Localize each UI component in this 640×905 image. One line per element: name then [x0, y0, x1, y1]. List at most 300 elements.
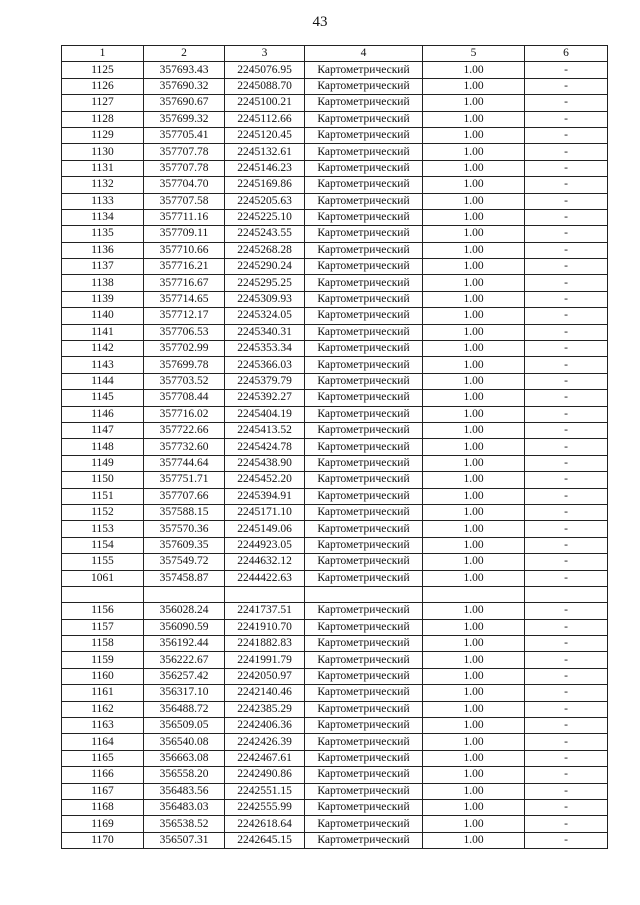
note-cell: - [525, 357, 608, 373]
y-coordinate-cell: 2241737.51 [225, 603, 305, 619]
method-cell: Картометрический [305, 160, 423, 176]
point-number-cell: 1145 [62, 390, 144, 406]
method-cell: Картометрический [305, 341, 423, 357]
table-row [62, 619, 608, 635]
table-row [62, 504, 608, 520]
point-number-cell: 1142 [62, 341, 144, 357]
method-cell: Картометрический [305, 521, 423, 537]
table-row [62, 439, 608, 455]
table-row [62, 570, 608, 586]
x-coordinate-cell: 357708.44 [144, 390, 225, 406]
y-coordinate-cell: 2245100.21 [225, 95, 305, 111]
note-cell: - [525, 488, 608, 504]
y-coordinate-cell: 2245088.70 [225, 78, 305, 94]
table-row [62, 127, 608, 143]
table-row [62, 177, 608, 193]
accuracy-cell: 1.00 [423, 603, 525, 619]
note-cell: - [525, 439, 608, 455]
y-coordinate-cell: 2245205.63 [225, 193, 305, 209]
table-row [62, 472, 608, 488]
accuracy-cell: 1.00 [423, 406, 525, 422]
note-cell: - [525, 226, 608, 242]
note-cell: - [525, 111, 608, 127]
x-coordinate-cell: 356090.59 [144, 619, 225, 635]
method-cell: Картометрический [305, 718, 423, 734]
method-cell: Картометрический [305, 685, 423, 701]
table-header-row [62, 46, 608, 62]
x-coordinate-cell: 357716.02 [144, 406, 225, 422]
y-coordinate-cell: 2244923.05 [225, 537, 305, 553]
table-row [62, 767, 608, 783]
accuracy-cell: 1.00 [423, 619, 525, 635]
method-cell: Картометрический [305, 78, 423, 94]
accuracy-cell: 1.00 [423, 160, 525, 176]
note-cell: - [525, 62, 608, 78]
note-cell: - [525, 78, 608, 94]
y-coordinate-cell: 2245225.10 [225, 209, 305, 225]
x-coordinate-cell: 357703.52 [144, 373, 225, 389]
x-coordinate-cell: 357709.11 [144, 226, 225, 242]
x-coordinate-cell: 357706.53 [144, 324, 225, 340]
y-coordinate-cell: 2242385.29 [225, 701, 305, 717]
method-cell: Картометрический [305, 488, 423, 504]
method-cell: Картометрический [305, 783, 423, 799]
x-coordinate-cell: 357458.87 [144, 570, 225, 586]
table-body [62, 62, 608, 849]
y-coordinate-cell: 2242490.86 [225, 767, 305, 783]
method-cell: Картометрический [305, 95, 423, 111]
y-coordinate-cell: 2242406.36 [225, 718, 305, 734]
y-coordinate-cell: 2245353.34 [225, 341, 305, 357]
y-coordinate-cell: 2245112.66 [225, 111, 305, 127]
y-coordinate-cell: 2245394.91 [225, 488, 305, 504]
accuracy-cell: 1.00 [423, 718, 525, 734]
table-row [62, 816, 608, 832]
table-row [62, 750, 608, 766]
accuracy-cell: 1.00 [423, 455, 525, 471]
method-cell: Картометрический [305, 439, 423, 455]
note-cell: - [525, 422, 608, 438]
y-coordinate-cell: 2241991.79 [225, 652, 305, 668]
header-cell-5: 5 [423, 46, 525, 62]
y-coordinate-cell [225, 586, 305, 602]
y-coordinate-cell: 2245149.06 [225, 521, 305, 537]
accuracy-cell: 1.00 [423, 488, 525, 504]
method-cell: Картометрический [305, 259, 423, 275]
accuracy-cell: 1.00 [423, 62, 525, 78]
accuracy-cell: 1.00 [423, 636, 525, 652]
y-coordinate-cell: 2245295.25 [225, 275, 305, 291]
x-coordinate-cell: 357722.66 [144, 422, 225, 438]
method-cell: Картометрический [305, 701, 423, 717]
table-row [62, 832, 608, 848]
note-cell: - [525, 390, 608, 406]
y-coordinate-cell: 2242467.61 [225, 750, 305, 766]
x-coordinate-cell: 357716.21 [144, 259, 225, 275]
y-coordinate-cell: 2245413.52 [225, 422, 305, 438]
table-row [62, 685, 608, 701]
method-cell: Картометрический [305, 619, 423, 635]
y-coordinate-cell: 2244422.63 [225, 570, 305, 586]
note-cell: - [525, 373, 608, 389]
method-cell: Картометрический [305, 62, 423, 78]
table-header [62, 46, 608, 62]
y-coordinate-cell: 2245169.86 [225, 177, 305, 193]
y-coordinate-cell: 2245424.78 [225, 439, 305, 455]
x-coordinate-cell: 357690.32 [144, 78, 225, 94]
point-number-cell [62, 586, 144, 602]
x-coordinate-cell: 357699.32 [144, 111, 225, 127]
note-cell: - [525, 619, 608, 635]
y-coordinate-cell: 2242645.15 [225, 832, 305, 848]
coordinates-table [61, 45, 608, 849]
accuracy-cell: 1.00 [423, 422, 525, 438]
method-cell: Картометрический [305, 767, 423, 783]
method-cell: Картометрический [305, 570, 423, 586]
accuracy-cell: 1.00 [423, 209, 525, 225]
table-row [62, 341, 608, 357]
table-row [62, 373, 608, 389]
accuracy-cell: 1.00 [423, 816, 525, 832]
note-cell: - [525, 209, 608, 225]
method-cell [305, 586, 423, 602]
table-row [62, 636, 608, 652]
note-cell: - [525, 127, 608, 143]
y-coordinate-cell: 2245146.23 [225, 160, 305, 176]
table-row [62, 275, 608, 291]
method-cell: Картометрический [305, 816, 423, 832]
note-cell: - [525, 324, 608, 340]
note-cell: - [525, 685, 608, 701]
point-number-cell: 1163 [62, 718, 144, 734]
point-number-cell: 1161 [62, 685, 144, 701]
table-row [62, 357, 608, 373]
point-number-cell: 1136 [62, 242, 144, 258]
page-number: 43 [312, 14, 328, 30]
point-number-cell: 1168 [62, 799, 144, 815]
note-cell: - [525, 472, 608, 488]
y-coordinate-cell: 2245076.95 [225, 62, 305, 78]
method-cell: Картометрический [305, 242, 423, 258]
x-coordinate-cell: 356483.03 [144, 799, 225, 815]
point-number-cell: 1128 [62, 111, 144, 127]
note-cell: - [525, 341, 608, 357]
method-cell: Картометрический [305, 275, 423, 291]
y-coordinate-cell: 2242050.97 [225, 668, 305, 684]
x-coordinate-cell: 357707.66 [144, 488, 225, 504]
note-cell: - [525, 603, 608, 619]
x-coordinate-cell: 357732.60 [144, 439, 225, 455]
point-number-cell: 1164 [62, 734, 144, 750]
y-coordinate-cell: 2245243.55 [225, 226, 305, 242]
accuracy-cell: 1.00 [423, 668, 525, 684]
method-cell: Картометрический [305, 177, 423, 193]
note-cell: - [525, 570, 608, 586]
table-row [62, 734, 608, 750]
x-coordinate-cell: 357588.15 [144, 504, 225, 520]
note-cell: - [525, 734, 608, 750]
y-coordinate-cell: 2245379.79 [225, 373, 305, 389]
point-number-cell: 1165 [62, 750, 144, 766]
accuracy-cell: 1.00 [423, 472, 525, 488]
accuracy-cell: 1.00 [423, 144, 525, 160]
note-cell: - [525, 652, 608, 668]
point-number-cell: 1150 [62, 472, 144, 488]
method-cell: Картометрический [305, 554, 423, 570]
header-cell-1: 1 [62, 46, 144, 62]
point-number-cell: 1125 [62, 62, 144, 78]
x-coordinate-cell: 356507.31 [144, 832, 225, 848]
point-number-cell: 1141 [62, 324, 144, 340]
method-cell: Картометрический [305, 668, 423, 684]
x-coordinate-cell: 356540.08 [144, 734, 225, 750]
point-number-cell: 1132 [62, 177, 144, 193]
table-row [62, 554, 608, 570]
table-row [62, 193, 608, 209]
accuracy-cell: 1.00 [423, 357, 525, 373]
x-coordinate-cell: 357549.72 [144, 554, 225, 570]
accuracy-cell [423, 586, 525, 602]
y-coordinate-cell: 2245171.10 [225, 504, 305, 520]
method-cell: Картометрический [305, 636, 423, 652]
method-cell: Картометрический [305, 406, 423, 422]
note-cell: - [525, 832, 608, 848]
accuracy-cell: 1.00 [423, 78, 525, 94]
x-coordinate-cell: 357751.71 [144, 472, 225, 488]
y-coordinate-cell: 2245132.61 [225, 144, 305, 160]
y-coordinate-cell: 2242426.39 [225, 734, 305, 750]
method-cell: Картометрический [305, 455, 423, 471]
y-coordinate-cell: 2245268.28 [225, 242, 305, 258]
table-row [62, 668, 608, 684]
point-number-cell: 1159 [62, 652, 144, 668]
header-cell-2: 2 [144, 46, 225, 62]
method-cell: Картометрический [305, 226, 423, 242]
table-row [62, 603, 608, 619]
note-cell: - [525, 144, 608, 160]
method-cell: Картометрический [305, 291, 423, 307]
header-cell-6: 6 [525, 46, 608, 62]
x-coordinate-cell [144, 586, 225, 602]
point-number-cell: 1138 [62, 275, 144, 291]
note-cell: - [525, 160, 608, 176]
point-number-cell: 1139 [62, 291, 144, 307]
y-coordinate-cell: 2245366.03 [225, 357, 305, 373]
method-cell: Картометрический [305, 472, 423, 488]
y-coordinate-cell: 2245120.45 [225, 127, 305, 143]
note-cell: - [525, 275, 608, 291]
x-coordinate-cell: 356028.24 [144, 603, 225, 619]
note-cell: - [525, 816, 608, 832]
note-cell [525, 586, 608, 602]
accuracy-cell: 1.00 [423, 570, 525, 586]
table-row [62, 111, 608, 127]
method-cell: Картометрический [305, 537, 423, 553]
method-cell: Картометрический [305, 308, 423, 324]
note-cell: - [525, 193, 608, 209]
note-cell: - [525, 95, 608, 111]
point-number-cell: 1149 [62, 455, 144, 471]
accuracy-cell: 1.00 [423, 373, 525, 389]
y-coordinate-cell: 2241910.70 [225, 619, 305, 635]
table-row [62, 291, 608, 307]
y-coordinate-cell: 2245290.24 [225, 259, 305, 275]
point-number-cell: 1143 [62, 357, 144, 373]
header-cell-3: 3 [225, 46, 305, 62]
point-number-cell: 1158 [62, 636, 144, 652]
table-row [62, 308, 608, 324]
method-cell: Картометрический [305, 193, 423, 209]
method-cell: Картометрический [305, 603, 423, 619]
table-row [62, 718, 608, 734]
method-cell: Картометрический [305, 324, 423, 340]
y-coordinate-cell: 2245340.31 [225, 324, 305, 340]
accuracy-cell: 1.00 [423, 783, 525, 799]
table-row [62, 422, 608, 438]
table-row [62, 783, 608, 799]
point-number-cell: 1144 [62, 373, 144, 389]
accuracy-cell: 1.00 [423, 226, 525, 242]
note-cell: - [525, 308, 608, 324]
note-cell: - [525, 767, 608, 783]
note-cell: - [525, 521, 608, 537]
table-row [62, 62, 608, 78]
x-coordinate-cell: 356192.44 [144, 636, 225, 652]
y-coordinate-cell: 2245309.93 [225, 291, 305, 307]
accuracy-cell: 1.00 [423, 504, 525, 520]
accuracy-cell: 1.00 [423, 341, 525, 357]
header-cell-4: 4 [305, 46, 423, 62]
method-cell: Картометрический [305, 504, 423, 520]
x-coordinate-cell: 357693.43 [144, 62, 225, 78]
method-cell: Картометрический [305, 799, 423, 815]
accuracy-cell: 1.00 [423, 685, 525, 701]
table-row [62, 259, 608, 275]
table-row [62, 652, 608, 668]
accuracy-cell: 1.00 [423, 324, 525, 340]
point-number-cell: 1140 [62, 308, 144, 324]
point-number-cell: 1156 [62, 603, 144, 619]
accuracy-cell: 1.00 [423, 127, 525, 143]
point-number-cell: 1130 [62, 144, 144, 160]
x-coordinate-cell: 357707.78 [144, 144, 225, 160]
accuracy-cell: 1.00 [423, 734, 525, 750]
table-row [62, 242, 608, 258]
x-coordinate-cell: 357716.67 [144, 275, 225, 291]
accuracy-cell: 1.00 [423, 242, 525, 258]
note-cell: - [525, 537, 608, 553]
point-number-cell: 1147 [62, 422, 144, 438]
x-coordinate-cell: 356538.52 [144, 816, 225, 832]
accuracy-cell: 1.00 [423, 291, 525, 307]
note-cell: - [525, 177, 608, 193]
accuracy-cell: 1.00 [423, 390, 525, 406]
note-cell: - [525, 636, 608, 652]
x-coordinate-cell: 357707.78 [144, 160, 225, 176]
x-coordinate-cell: 357710.66 [144, 242, 225, 258]
method-cell: Картометрический [305, 422, 423, 438]
x-coordinate-cell: 357570.36 [144, 521, 225, 537]
method-cell: Картометрический [305, 144, 423, 160]
note-cell: - [525, 455, 608, 471]
method-cell: Картометрический [305, 209, 423, 225]
point-number-cell: 1137 [62, 259, 144, 275]
point-number-cell: 1148 [62, 439, 144, 455]
y-coordinate-cell: 2241882.83 [225, 636, 305, 652]
accuracy-cell: 1.00 [423, 95, 525, 111]
table-row [62, 537, 608, 553]
x-coordinate-cell: 357712.17 [144, 308, 225, 324]
point-number-cell: 1061 [62, 570, 144, 586]
x-coordinate-cell: 356222.67 [144, 652, 225, 668]
x-coordinate-cell: 357702.99 [144, 341, 225, 357]
method-cell: Картометрический [305, 832, 423, 848]
note-cell: - [525, 504, 608, 520]
accuracy-cell: 1.00 [423, 832, 525, 848]
table-row [62, 78, 608, 94]
note-cell: - [525, 259, 608, 275]
y-coordinate-cell: 2244632.12 [225, 554, 305, 570]
point-number-cell: 1162 [62, 701, 144, 717]
method-cell: Картометрический [305, 111, 423, 127]
accuracy-cell: 1.00 [423, 111, 525, 127]
x-coordinate-cell: 357744.64 [144, 455, 225, 471]
accuracy-cell: 1.00 [423, 652, 525, 668]
point-number-cell: 1133 [62, 193, 144, 209]
x-coordinate-cell: 357714.65 [144, 291, 225, 307]
accuracy-cell: 1.00 [423, 177, 525, 193]
table-row [62, 226, 608, 242]
table-row [62, 586, 608, 602]
table-row [62, 160, 608, 176]
x-coordinate-cell: 357711.16 [144, 209, 225, 225]
note-cell: - [525, 291, 608, 307]
table-row [62, 324, 608, 340]
point-number-cell: 1152 [62, 504, 144, 520]
point-number-cell: 1153 [62, 521, 144, 537]
note-cell: - [525, 750, 608, 766]
table-row [62, 455, 608, 471]
y-coordinate-cell: 2242618.64 [225, 816, 305, 832]
accuracy-cell: 1.00 [423, 537, 525, 553]
point-number-cell: 1146 [62, 406, 144, 422]
y-coordinate-cell: 2245452.20 [225, 472, 305, 488]
y-coordinate-cell: 2242140.46 [225, 685, 305, 701]
note-cell: - [525, 701, 608, 717]
method-cell: Картометрический [305, 390, 423, 406]
point-number-cell: 1160 [62, 668, 144, 684]
accuracy-cell: 1.00 [423, 701, 525, 717]
table-row [62, 209, 608, 225]
point-number-cell: 1155 [62, 554, 144, 570]
note-cell: - [525, 799, 608, 815]
method-cell: Картометрический [305, 357, 423, 373]
accuracy-cell: 1.00 [423, 439, 525, 455]
method-cell: Картометрический [305, 652, 423, 668]
point-number-cell: 1129 [62, 127, 144, 143]
accuracy-cell: 1.00 [423, 767, 525, 783]
point-number-cell: 1135 [62, 226, 144, 242]
table-row [62, 390, 608, 406]
y-coordinate-cell: 2245404.19 [225, 406, 305, 422]
table-row [62, 488, 608, 504]
x-coordinate-cell: 356509.05 [144, 718, 225, 734]
x-coordinate-cell: 356317.10 [144, 685, 225, 701]
table-row [62, 406, 608, 422]
accuracy-cell: 1.00 [423, 750, 525, 766]
point-number-cell: 1167 [62, 783, 144, 799]
x-coordinate-cell: 357609.35 [144, 537, 225, 553]
